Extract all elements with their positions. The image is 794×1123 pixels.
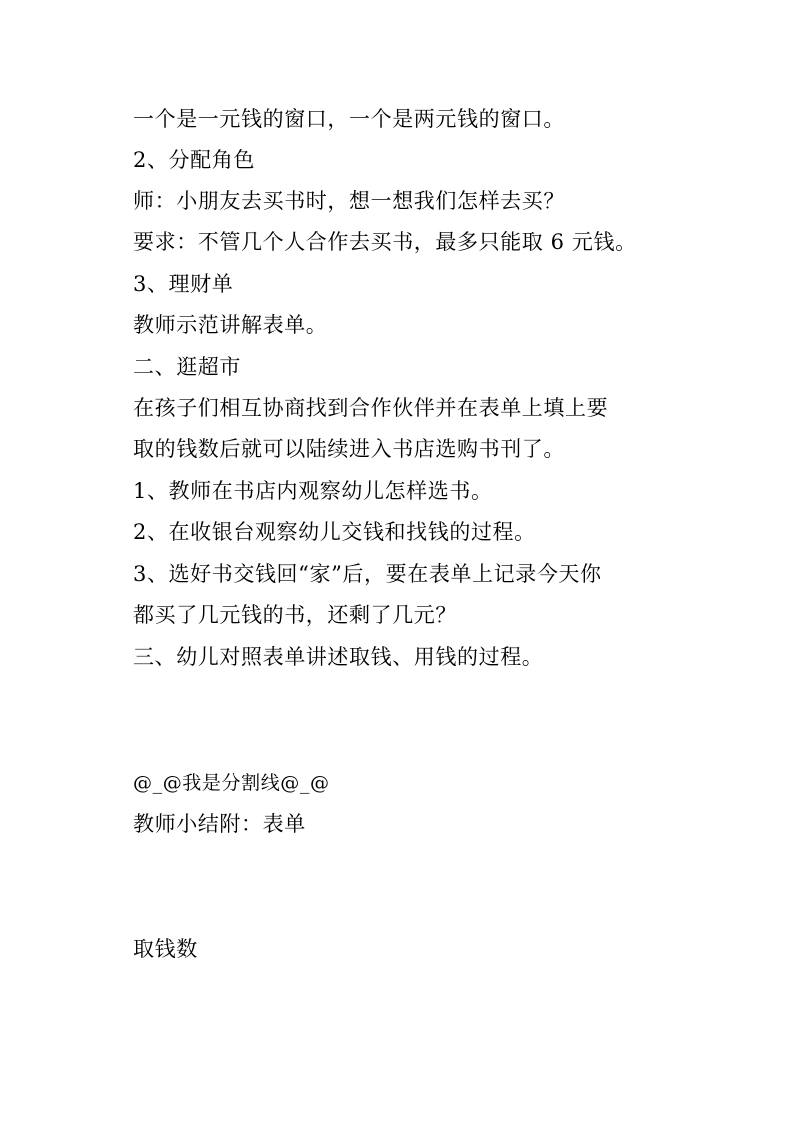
table-label: 取钱数 — [133, 937, 198, 961]
text-line: 2、在收银台观察幼儿交钱和找钱的过程。 — [133, 520, 536, 544]
text-line: 3、选好书交钱回“家”后，要在表单上记录今天你 — [133, 562, 602, 586]
summary-line: 教师小结附：表单 — [133, 812, 306, 836]
text-line: 取的钱数后就可以陆续进入书店选购书刊了。 — [133, 437, 565, 461]
section-heading: 三、幼儿对照表单讲述取钱、用钱的过程。 — [133, 645, 544, 669]
text-line: 3、理财单 — [133, 272, 234, 296]
text-line: 1、教师在书店内观察幼儿怎样选书。 — [133, 479, 493, 503]
text-line: 教师示范讲解表单。 — [133, 313, 328, 337]
text-line: 2、分配角色 — [133, 148, 255, 172]
separator-line: @_@我是分割线@_@ — [133, 772, 330, 794]
text-line: 在孩子们相互协商找到合作伙伴并在表单上填上要 — [133, 396, 609, 420]
text-line: 一个是一元钱的窗口，一个是两元钱的窗口。 — [133, 107, 565, 131]
text-line: 都买了几元钱的书，还剩了几元？ — [133, 603, 457, 627]
text-line: 要求：不管几个人合作去买书，最多只能取 6 元钱。 — [133, 230, 637, 254]
section-heading: 二、逛超市 — [133, 355, 241, 379]
text-line: 师：小朋友去买书时，想一想我们怎样去买？ — [133, 189, 565, 213]
